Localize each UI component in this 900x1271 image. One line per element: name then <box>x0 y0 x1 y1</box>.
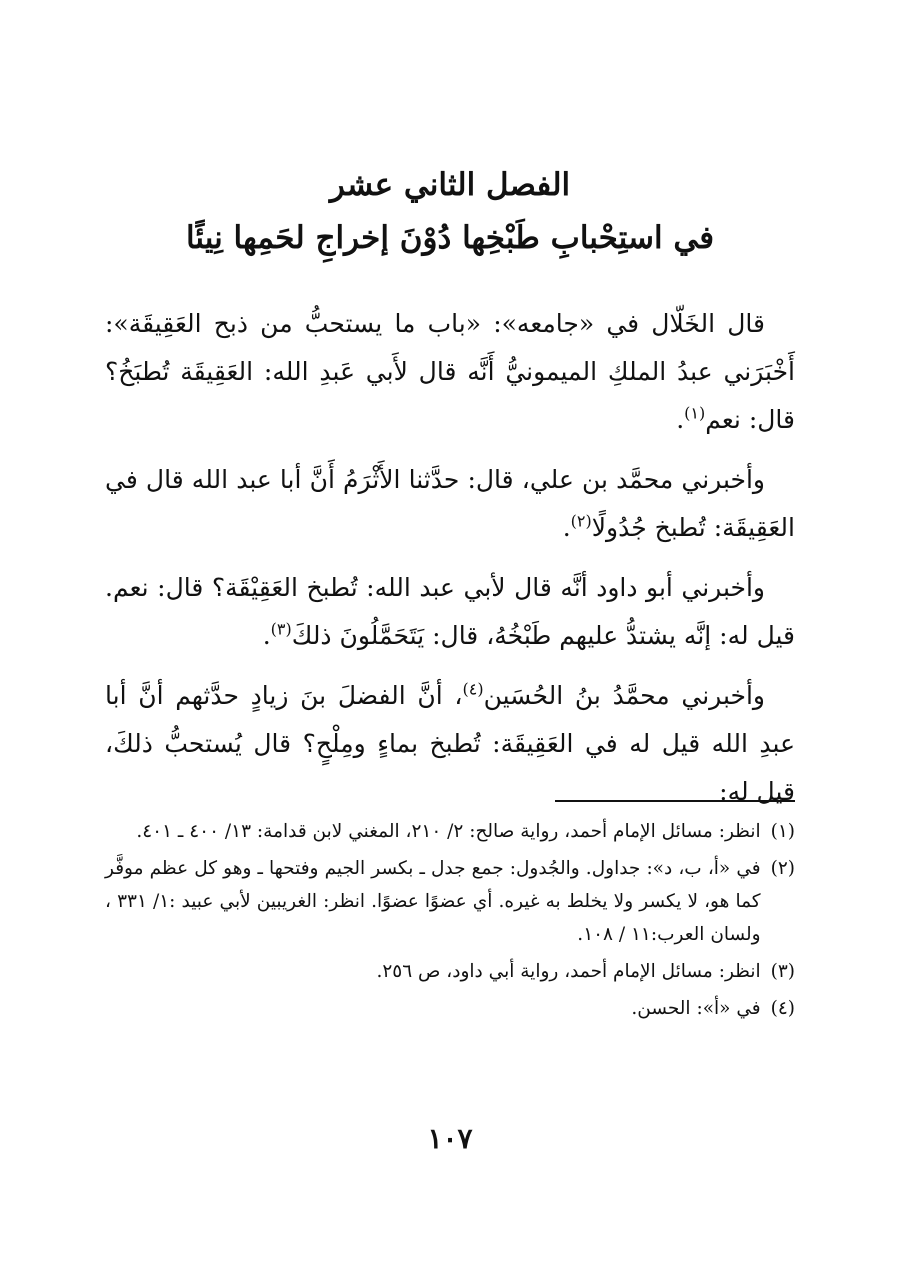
footnote-text: في «أ»: الحسن. <box>631 998 761 1019</box>
footnote-divider <box>555 800 795 802</box>
footnote-ref-3[interactable]: (٣) <box>270 619 292 639</box>
paragraph-2 <box>105 456 795 552</box>
paragraph-text: وأخبرني محمَّدُ بنُ الحُسَين <box>483 681 765 710</box>
footnotes <box>105 815 795 1029</box>
footnote-number: (١) <box>770 821 795 842</box>
footnote-ref-4[interactable]: (٤) <box>462 679 484 699</box>
paragraph-text: وأخبرني محمَّد بن علي، قال: حدَّثنا الأَثْرَمُ أَنَّ أبا عبد الله قال في العَقِيقَة: تُطبخ جُدُولًا <box>105 465 795 542</box>
paragraph-3 <box>105 564 795 660</box>
footnote-ref-1[interactable]: (١) <box>684 403 706 423</box>
footnote-text: انظر: مسائل الإمام أحمد، رواية صالح: ٢/ ٢١٠، المغني لابن قدامة: ١٣/ ٤٠٠ ـ ٤٠١. <box>136 821 761 842</box>
paragraph-1 <box>105 300 795 444</box>
footnote-text: في «أ، ب، د»: جداول. والجُدول: جمع جدل ـ بكسر الجيم وفتحها ـ وهو كل عظم موفَّر كما هو، لا يكسر ولا يخلط به غيره. أي عضوًا عضوًا. انظر: الغريبين لأبي عبيد :١/ ٣٣١ ، ولسان العرب:١١ / ١٠٨. <box>105 858 761 945</box>
footnote-2 <box>105 852 795 951</box>
paragraph-text: قال الخَلّال في «جامعه»: «باب ما يستحبُّ من ذبح العَقِيقَة»: أَخْبَرَني عبدُ الملكِ الميمونيُّ أَنَّه قال لأَبي عَبدِ الله: العَقِيقَة تُطبَخُ؟ قال: نعم <box>105 309 795 434</box>
chapter-subtitle: في استِحْبابِ طَبْخِها دُوْنَ إخراجِ لحَمِها نِيئًا <box>185 220 715 256</box>
paragraph-end: . <box>676 405 685 434</box>
page-number: ١٠٧ <box>427 1122 473 1155</box>
paragraph-end: . <box>262 621 271 650</box>
footnote-text: انظر: مسائل الإمام أحمد، رواية أبي داود، ص ٢٥٦. <box>376 961 761 982</box>
footnote-4 <box>105 992 795 1025</box>
footnote-number: (٤) <box>770 998 795 1019</box>
footnote-1 <box>105 815 795 848</box>
paragraph-text: وأخبرني أبو داود أنَّه قال لأبي عبد الله: تُطبخ العَقِيْقَة؟ قال: نعم. قيل له: إنَّه يشتدُّ عليهم طَبْخُهُ، قال: يَتَحَمَّلُونَ ذلكَ <box>105 573 795 650</box>
footnote-3 <box>105 955 795 988</box>
page-body <box>105 160 795 828</box>
footnote-ref-2[interactable]: (٢) <box>570 511 592 531</box>
paragraph-end: . <box>562 513 571 542</box>
chapter-title: الفصل الثاني عشر <box>329 167 571 203</box>
footnote-number: (٣) <box>770 961 795 982</box>
paragraph-end: ، أنَّ الفضلَ بنَ زيادٍ حدَّثهم أنَّ أبا عبدِ الله قيل له في العَقِيقَة: تُطبخ بماءٍ ومِلْحٍ؟ قال يُستحبُّ ذلكَ، قيل له: <box>105 681 795 806</box>
footnote-number: (٢) <box>770 858 795 879</box>
paragraph-4 <box>105 672 795 816</box>
